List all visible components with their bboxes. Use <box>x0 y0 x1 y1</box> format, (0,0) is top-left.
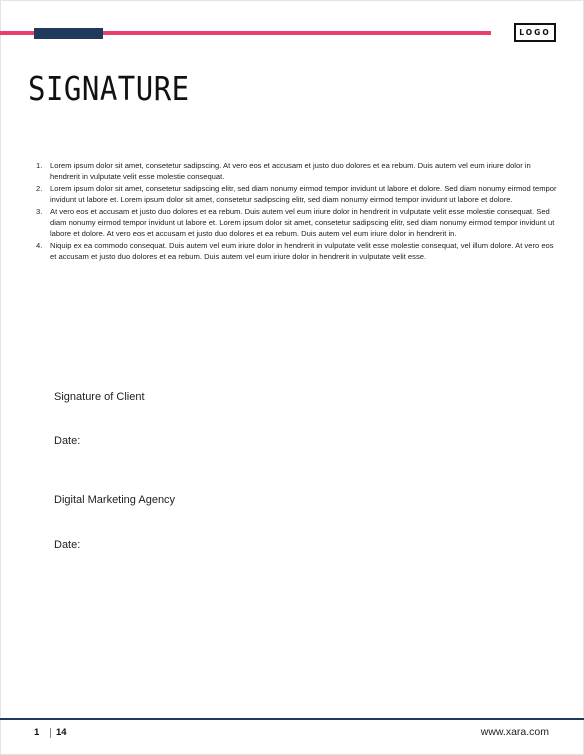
list-item-number: 4. <box>36 241 43 251</box>
header-brand-block <box>34 28 103 39</box>
client-signature-label: Signature of Client <box>54 391 145 403</box>
list-item <box>36 207 558 239</box>
list-item-text: Lorem ipsum dolor sit amet, consetetur sadipscing. At vero eos et accusam et justo duo dolores et ea rebum. Duis autem vel eum iriure dolor in hendrerit in vulputate velit esse molestie consequat. <box>50 161 531 181</box>
page-total: 14 <box>56 727 67 738</box>
list-item <box>36 241 558 262</box>
page-title: SIGNATURE <box>28 70 190 109</box>
logo-text: LOGO <box>519 28 551 37</box>
agency-signature-label: Digital Marketing Agency <box>54 494 176 506</box>
list-item-number: 2. <box>36 184 43 194</box>
footer-rule <box>0 718 584 720</box>
list-item-number: 1. <box>36 161 43 170</box>
list-item-text: At vero eos et accusam et justo duo dolores et ea rebum. Duis autem vel eum iriure dolor in hendrerit in vulputate velit esse molestie consequat. Sed diam nonumy eirmod tempor invidunt ut labore et. Lorem ipsum dolor sit amet, consetetur sadipscing elitr, sed diam nonumy eirmod tempor invidunt ut labore et dolore. At vero eos et accusam et justo duo dolores et ea rebum. Duis autem vel eum iriure dolor in hendrerit in. <box>50 207 555 238</box>
page-number: 1 <box>34 727 40 738</box>
terms-list <box>36 161 558 264</box>
client-date-label: Date: <box>54 435 81 447</box>
logo <box>514 23 556 42</box>
list-item <box>36 161 558 182</box>
agency-date-label: Date: <box>54 539 81 551</box>
list-item-text: Lorem ipsum dolor sit amet, consetetur sadipscing elitr, sed diam nonumy eirmod tempor invidunt ut labore et dolore. Sed diam nonumy eirmod tempor invidunt ut labore et. Lorem ipsum dolor sit amet, consetetur sadipscing elitr, sed diam nonumy eirmod tempor invidunt ut labore et dolore. <box>50 184 557 204</box>
list-item <box>36 184 558 205</box>
footer-website: www.xara.com <box>480 726 549 738</box>
list-item-number: 3. <box>36 207 43 217</box>
list-item-text: Niquip ex ea commodo consequat. Duis autem vel eum iriure dolor in hendrerit in vulputate velit esse molestie consequat, vel illum dolore. At vero eos et accusam et justo duo dolores et ea rebum. Duis autem vel eum iriure dolor in hendrerit in vulputate velit esse. <box>50 241 554 261</box>
page-number-divider <box>50 728 51 738</box>
